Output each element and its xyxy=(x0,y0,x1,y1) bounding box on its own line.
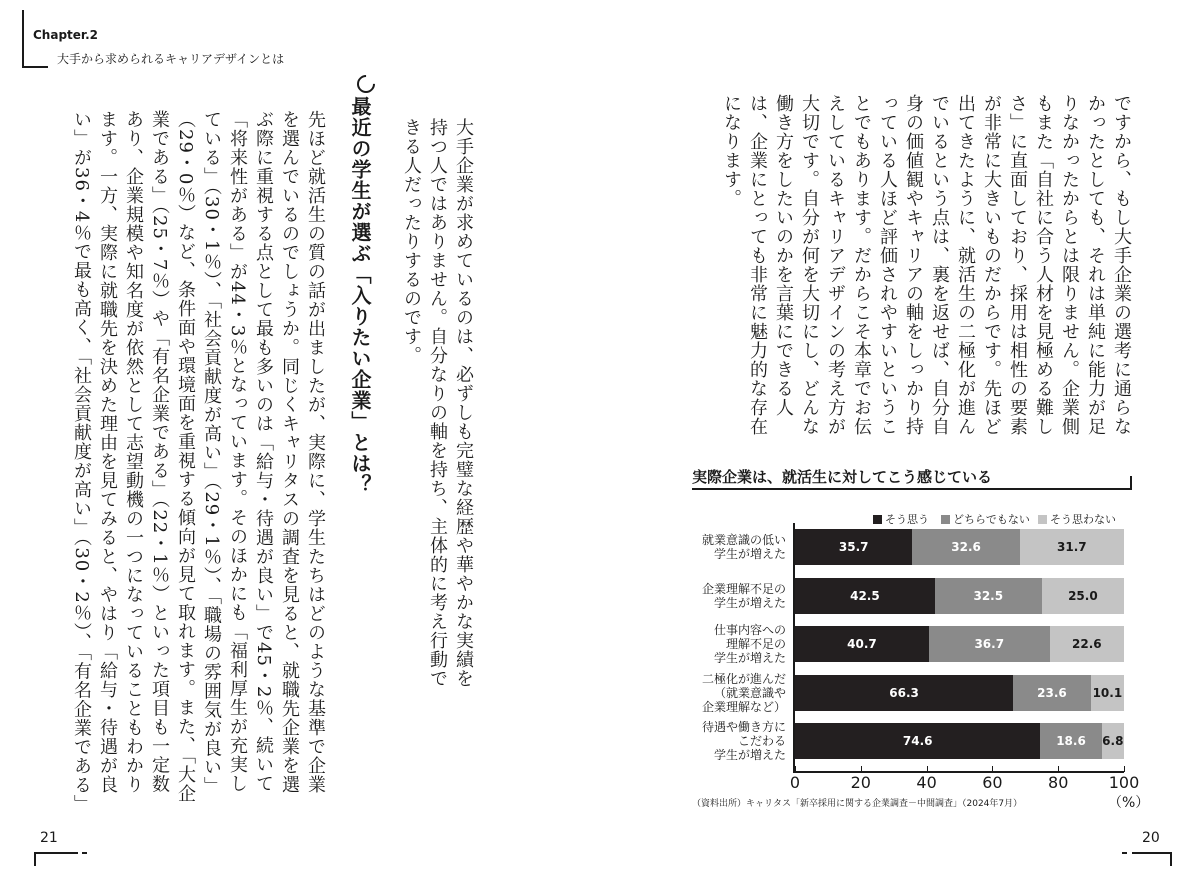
bar-segment: 36.7 xyxy=(929,626,1050,662)
x-tick-mark xyxy=(927,766,928,772)
legend-label: どちらでもない xyxy=(953,513,1030,526)
bar-segment: 10.1 xyxy=(1091,675,1124,711)
left-body-text: 先ほど就活生の質の話が出ましたが、実際に、学生たちはどのような基準で企業を選んでいるのでしょうか。同じくキャリタスの調査を見ると、就職先企業を選ぶ際に重視する点として最も多いのは「給与・待遇が良い」で45・2％、続いて「将来性がある」が44・3％となっています。そのほかにも「福利厚生が充実している」（30・1％）、「社会貢献度が高い」（29・1％）、「職場の雰囲気が良い」（29・0％）など、条件面や環境面を重視する傾向が見て取れます。また、「大企業である」（25・7％）や「有名企業である」（22・1％）といった項目も一定数あり、企業規模や知名度が依然として志望動機の一つになっていることもわかります。一方、実際に就職先を決めた理由を見てみると、やはり「給与・待遇が良い」が36・4％で最も高く、「社会貢献度が高い」（30・2％）、「有名企業である」 xyxy=(71,110,326,814)
chapter-label: Chapter.2 xyxy=(33,28,99,42)
x-tick-mark xyxy=(795,766,796,772)
right-body-text: ですから、もし大手企業の選考に通らなかったとしても、それは単純に能力が足りなかったからとは限りません。企業側もまた「自社に合う人材を見極める難しさ」に直面しており、採用は相性の要素が非常に大きいものだからです。先ほど出てきたように、就活生の二極化が進んでいるという点は、裏を返せば、自分自身の価値観やキャリアの軸をしっかり持っている人ほど評価されやすいということでもあります。だからこそ本章でお伝えしているキャリアデザインの考え方が大切です。自分が何を大切にし、どんな働き方をしたいのかを言葉にできる人は、企業にとっても非常に魅力的な存在になります。 xyxy=(721,94,1132,436)
category-label xyxy=(686,582,786,610)
x-tick-mark xyxy=(1058,766,1059,772)
category-label-line: 仕事内容への xyxy=(713,623,786,637)
left-intro-text: 大手企業が求めているのは、必ずしも完璧な経歴や華やかな実績を持つ人ではありません。自分なりの軸を持ち、主体的に考え行動できる人だったりするのです。 xyxy=(401,118,474,688)
category-label-line: （就業意識や xyxy=(713,685,786,700)
legend-label: そう思わない xyxy=(1050,513,1116,526)
folio-tick-left xyxy=(34,852,36,866)
folio-tick-right xyxy=(1170,852,1172,866)
legend-swatch xyxy=(941,515,950,524)
bar-segment: 32.5 xyxy=(935,578,1042,614)
chart-source: （資料出所）キャリタス「新卒採用に関する企業調査－中間調査」（2024年7月） xyxy=(692,799,1023,809)
x-axis-line xyxy=(793,771,1124,773)
folio-rule-left xyxy=(34,852,78,854)
chart-title: 実際企業は、就活生に対してこう感じている xyxy=(692,468,993,486)
x-tick-label: 60 xyxy=(982,773,1003,792)
category-label-line: 学生が増えた xyxy=(713,651,786,665)
header-rule-foot xyxy=(22,66,48,68)
bar-segment: 18.6 xyxy=(1040,723,1101,759)
x-tick-mark xyxy=(992,766,993,772)
x-tick-mark xyxy=(861,766,862,772)
bar-segment: 22.6 xyxy=(1050,626,1124,662)
folio-dash-right xyxy=(1122,852,1127,854)
legend-swatch xyxy=(1038,515,1047,524)
heading-circle-icon xyxy=(353,71,378,96)
category-label-line: こだわる xyxy=(737,734,786,748)
category-label-line: 二極化が進んだ xyxy=(701,671,786,686)
legend-label: そう思う xyxy=(885,513,929,526)
legend-item xyxy=(941,511,1030,527)
y-axis-line xyxy=(793,523,795,773)
x-tick-mark xyxy=(1124,766,1125,772)
x-axis-unit: （%） xyxy=(1108,795,1150,811)
folio-dash-left xyxy=(82,852,87,854)
bar-segment: 23.6 xyxy=(1013,675,1091,711)
category-label xyxy=(686,720,786,762)
category-label xyxy=(686,533,786,561)
section-heading: 最近の学生が選ぶ「入りたい企業」とは？ xyxy=(348,96,372,495)
category-label-line: 企業理解など） xyxy=(701,699,786,714)
chapter-title: 大手から求められるキャリアデザインとは xyxy=(57,52,285,66)
bar-segment: 32.6 xyxy=(912,529,1019,565)
bar-segment: 42.5 xyxy=(795,578,935,614)
page-number-right: 20 xyxy=(1142,830,1160,846)
category-label-line: 企業理解不足の xyxy=(701,581,786,596)
legend-item xyxy=(873,511,929,527)
x-tick-label: 80 xyxy=(1048,773,1069,792)
legend-swatch xyxy=(873,515,882,524)
folio-rule-right xyxy=(1132,852,1172,854)
bar-segment: 35.7 xyxy=(795,529,912,565)
category-label-line: 理解不足の xyxy=(725,637,786,651)
category-label-line: 学生が増えた xyxy=(713,595,786,610)
category-label-line: 就業意識の低い xyxy=(701,533,786,547)
category-label xyxy=(686,672,786,714)
chart-title-rule xyxy=(692,488,1132,490)
chart-title-rule-hook xyxy=(1130,476,1132,490)
bar-segment: 31.7 xyxy=(1020,529,1124,565)
header-rule xyxy=(22,10,24,68)
category-label xyxy=(686,623,786,665)
category-label-line: 待遇や働き方に xyxy=(701,720,786,734)
bar-segment: 74.6 xyxy=(795,723,1040,759)
bar-segment: 6.8 xyxy=(1102,723,1124,759)
bar-segment: 66.3 xyxy=(795,675,1013,711)
bar-segment: 25.0 xyxy=(1042,578,1124,614)
x-tick-label: 0 xyxy=(789,773,801,792)
bar-segment: 40.7 xyxy=(795,626,929,662)
x-tick-label: 20 xyxy=(850,773,871,792)
category-label-line: 学生が増えた xyxy=(713,748,786,762)
page-number-left: 21 xyxy=(40,830,58,846)
x-tick-label: 100 xyxy=(1108,773,1140,792)
legend-item xyxy=(1038,511,1116,527)
category-label-line: 学生が増えた xyxy=(713,547,786,561)
x-tick-label: 40 xyxy=(916,773,937,792)
